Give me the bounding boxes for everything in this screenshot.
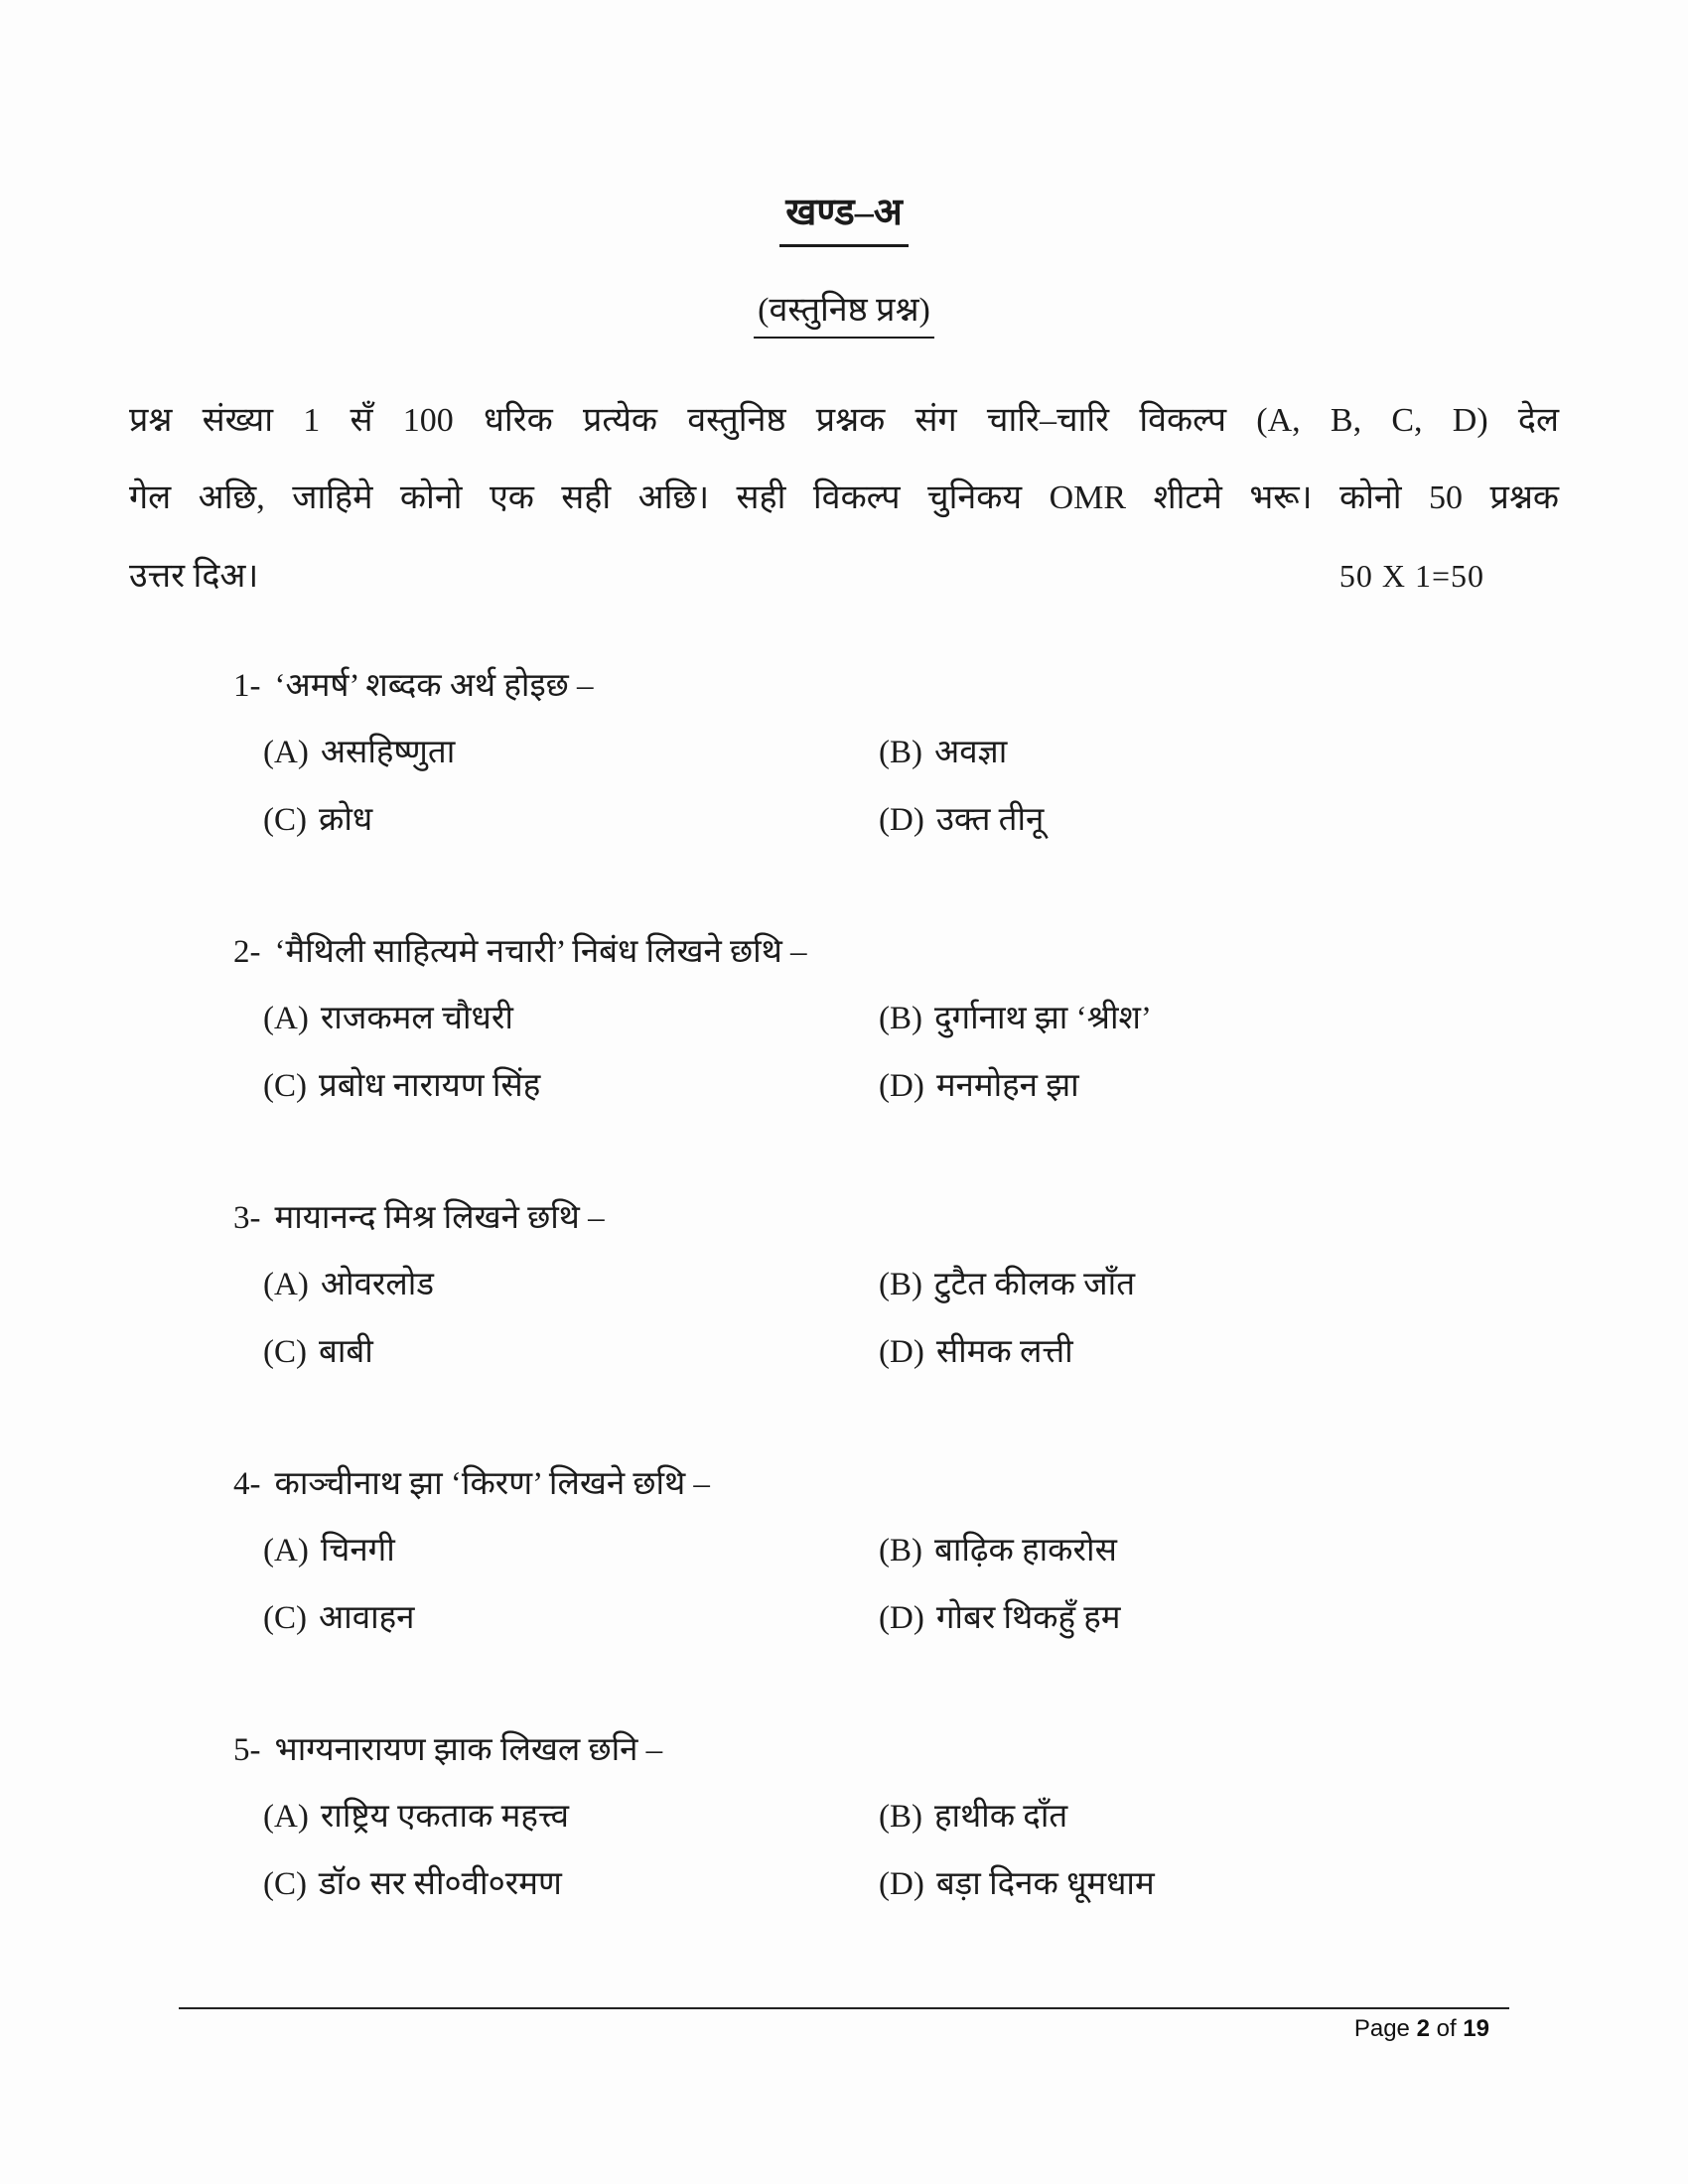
option-d-text: उक्त तीनू [935,802,1045,839]
question-4-body: काञ्चीनाथ झा ‘किरण’ लिखने छथि – [274,1466,710,1503]
option-a [263,1265,879,1304]
question-5-body: भाग्यनारायण झाक लिखल छनि – [274,1732,663,1769]
option-b-label: (B) [879,1533,922,1570]
option-d [879,1332,1135,1372]
question-list [129,665,1559,1904]
marks-scheme: 50 X 1=50 [1338,558,1484,595]
option-b-label: (B) [879,735,922,771]
question-5 [233,1729,1559,1904]
question-3-options [263,1265,1559,1372]
option-a [263,1531,879,1570]
option-d [879,1598,1121,1638]
question-4-options [263,1531,1559,1638]
option-c-text: बाबी [319,1334,373,1371]
page-label: Page [1353,2015,1410,2042]
question-2 [233,931,1559,1106]
question-3-body: मायानन्द मिश्र लिखने छथि – [274,1200,605,1237]
section-title-text: खण्ड–अ [779,191,909,247]
option-b [879,999,1152,1038]
option-b-text: टुटैत कीलक जाँत [934,1267,1136,1303]
option-c-label: (C) [263,1866,307,1903]
question-1-text [233,665,1559,707]
option-d [879,800,1044,840]
option-b [879,733,1044,772]
total-page-count: 19 [1463,2015,1489,2042]
instructions-line-3-text: उत्तर दिअ। [129,558,259,596]
option-b [879,1265,1135,1304]
question-3-number: 3- [233,1200,261,1237]
option-b-text: अवज्ञा [934,735,1008,771]
section-subtitle [129,291,1559,340]
question-4-text [233,1463,1559,1505]
option-a-text: असहिष्णुता [320,735,456,771]
question-3-text [233,1197,1559,1239]
page-footer [179,2007,1509,2043]
option-d-label: (D) [879,802,924,839]
question-5-text [233,1729,1559,1771]
option-a [263,1797,879,1837]
option-d-text: बड़ा दिनक धूमधाम [935,1866,1155,1903]
page-number-indicator [179,2015,1509,2043]
question-1-number: 1- [233,668,261,705]
option-a-text: राष्ट्रिय एकताक महत्त्व [320,1799,569,1836]
option-d-label: (D) [879,1334,924,1371]
option-c-label: (C) [263,802,307,839]
option-a-text: चिनगी [320,1533,395,1570]
option-d [879,1864,1155,1904]
question-1-options [263,733,1559,840]
option-c [263,1066,879,1106]
question-5-number: 5- [233,1732,261,1769]
option-d-label: (D) [879,1866,924,1903]
option-a-label: (A) [263,1799,309,1836]
option-b-label: (B) [879,1267,922,1303]
option-d [879,1066,1152,1106]
option-c-text: डॉ० सर सी०वी०रमण [319,1866,562,1903]
instructions-line-1: प्रश्न संख्या 1 सँ 100 धरिक प्रत्येक वस्तुनिष्ठ प्रश्नक संग चारि–चारि विकल्प (A, B, C, D) देल [129,402,1559,440]
question-2-text [233,931,1559,973]
option-d-text: गोबर थिकहुँ हम [935,1600,1121,1637]
option-c [263,1332,879,1372]
question-1 [233,665,1559,840]
option-b-label: (B) [879,1001,922,1037]
question-2-options [263,999,1559,1106]
question-4-number: 4- [233,1466,261,1503]
option-d-label: (D) [879,1600,924,1637]
question-1-body: ‘अमर्ष’ शब्दक अर्थ होइछ – [274,668,594,705]
option-c-label: (C) [263,1068,307,1105]
option-c [263,1598,879,1638]
option-a-text: ओवरलोड [320,1267,434,1303]
option-b-text: बाढ़िक हाकरोस [934,1533,1117,1570]
section-subtitle-text: (वस्तुनिष्ठ प्रश्न) [754,291,934,340]
option-a [263,999,879,1038]
option-b [879,1797,1155,1837]
option-b-label: (B) [879,1799,922,1836]
option-c-label: (C) [263,1334,307,1371]
question-5-options [263,1797,1559,1904]
option-c-text: प्रबोध नारायण सिंह [319,1068,541,1105]
instructions-line-3 [129,537,1559,615]
question-4 [233,1463,1559,1638]
option-a-label: (A) [263,735,309,771]
option-b [879,1531,1121,1570]
instructions-paragraph [129,382,1559,615]
option-c [263,800,879,840]
option-b-text: दुर्गानाथ झा ‘श्रीश’ [934,1001,1152,1037]
option-d-text: सीमक लत्ती [935,1334,1073,1371]
option-a-label: (A) [263,1533,309,1570]
option-c [263,1864,879,1904]
option-a-label: (A) [263,1001,309,1037]
instructions-line-2: गेल अछि, जाहिमे कोनो एक सही अछि। सही विकल्प चुनिकय OMR शीटमे भरू। कोनो 50 प्रश्नक [129,479,1559,517]
option-c-text: आवाहन [319,1600,415,1637]
option-c-text: क्रोध [319,802,373,839]
option-d-text: मनमोहन झा [935,1068,1079,1105]
current-page-number: 2 [1416,2015,1430,2042]
option-d-label: (D) [879,1068,924,1105]
option-a-text: राजकमल चौधरी [320,1001,513,1037]
of-label: of [1436,2015,1457,2042]
option-c-label: (C) [263,1600,307,1637]
section-title [129,191,1559,247]
question-2-number: 2- [233,934,261,971]
question-3 [233,1197,1559,1372]
question-2-body: ‘मैथिली साहित्यमे नचारी’ निबंध लिखने छथि – [274,934,807,971]
option-a [263,733,879,772]
option-b-text: हाथीक दाँत [934,1799,1068,1836]
option-a-label: (A) [263,1267,309,1303]
